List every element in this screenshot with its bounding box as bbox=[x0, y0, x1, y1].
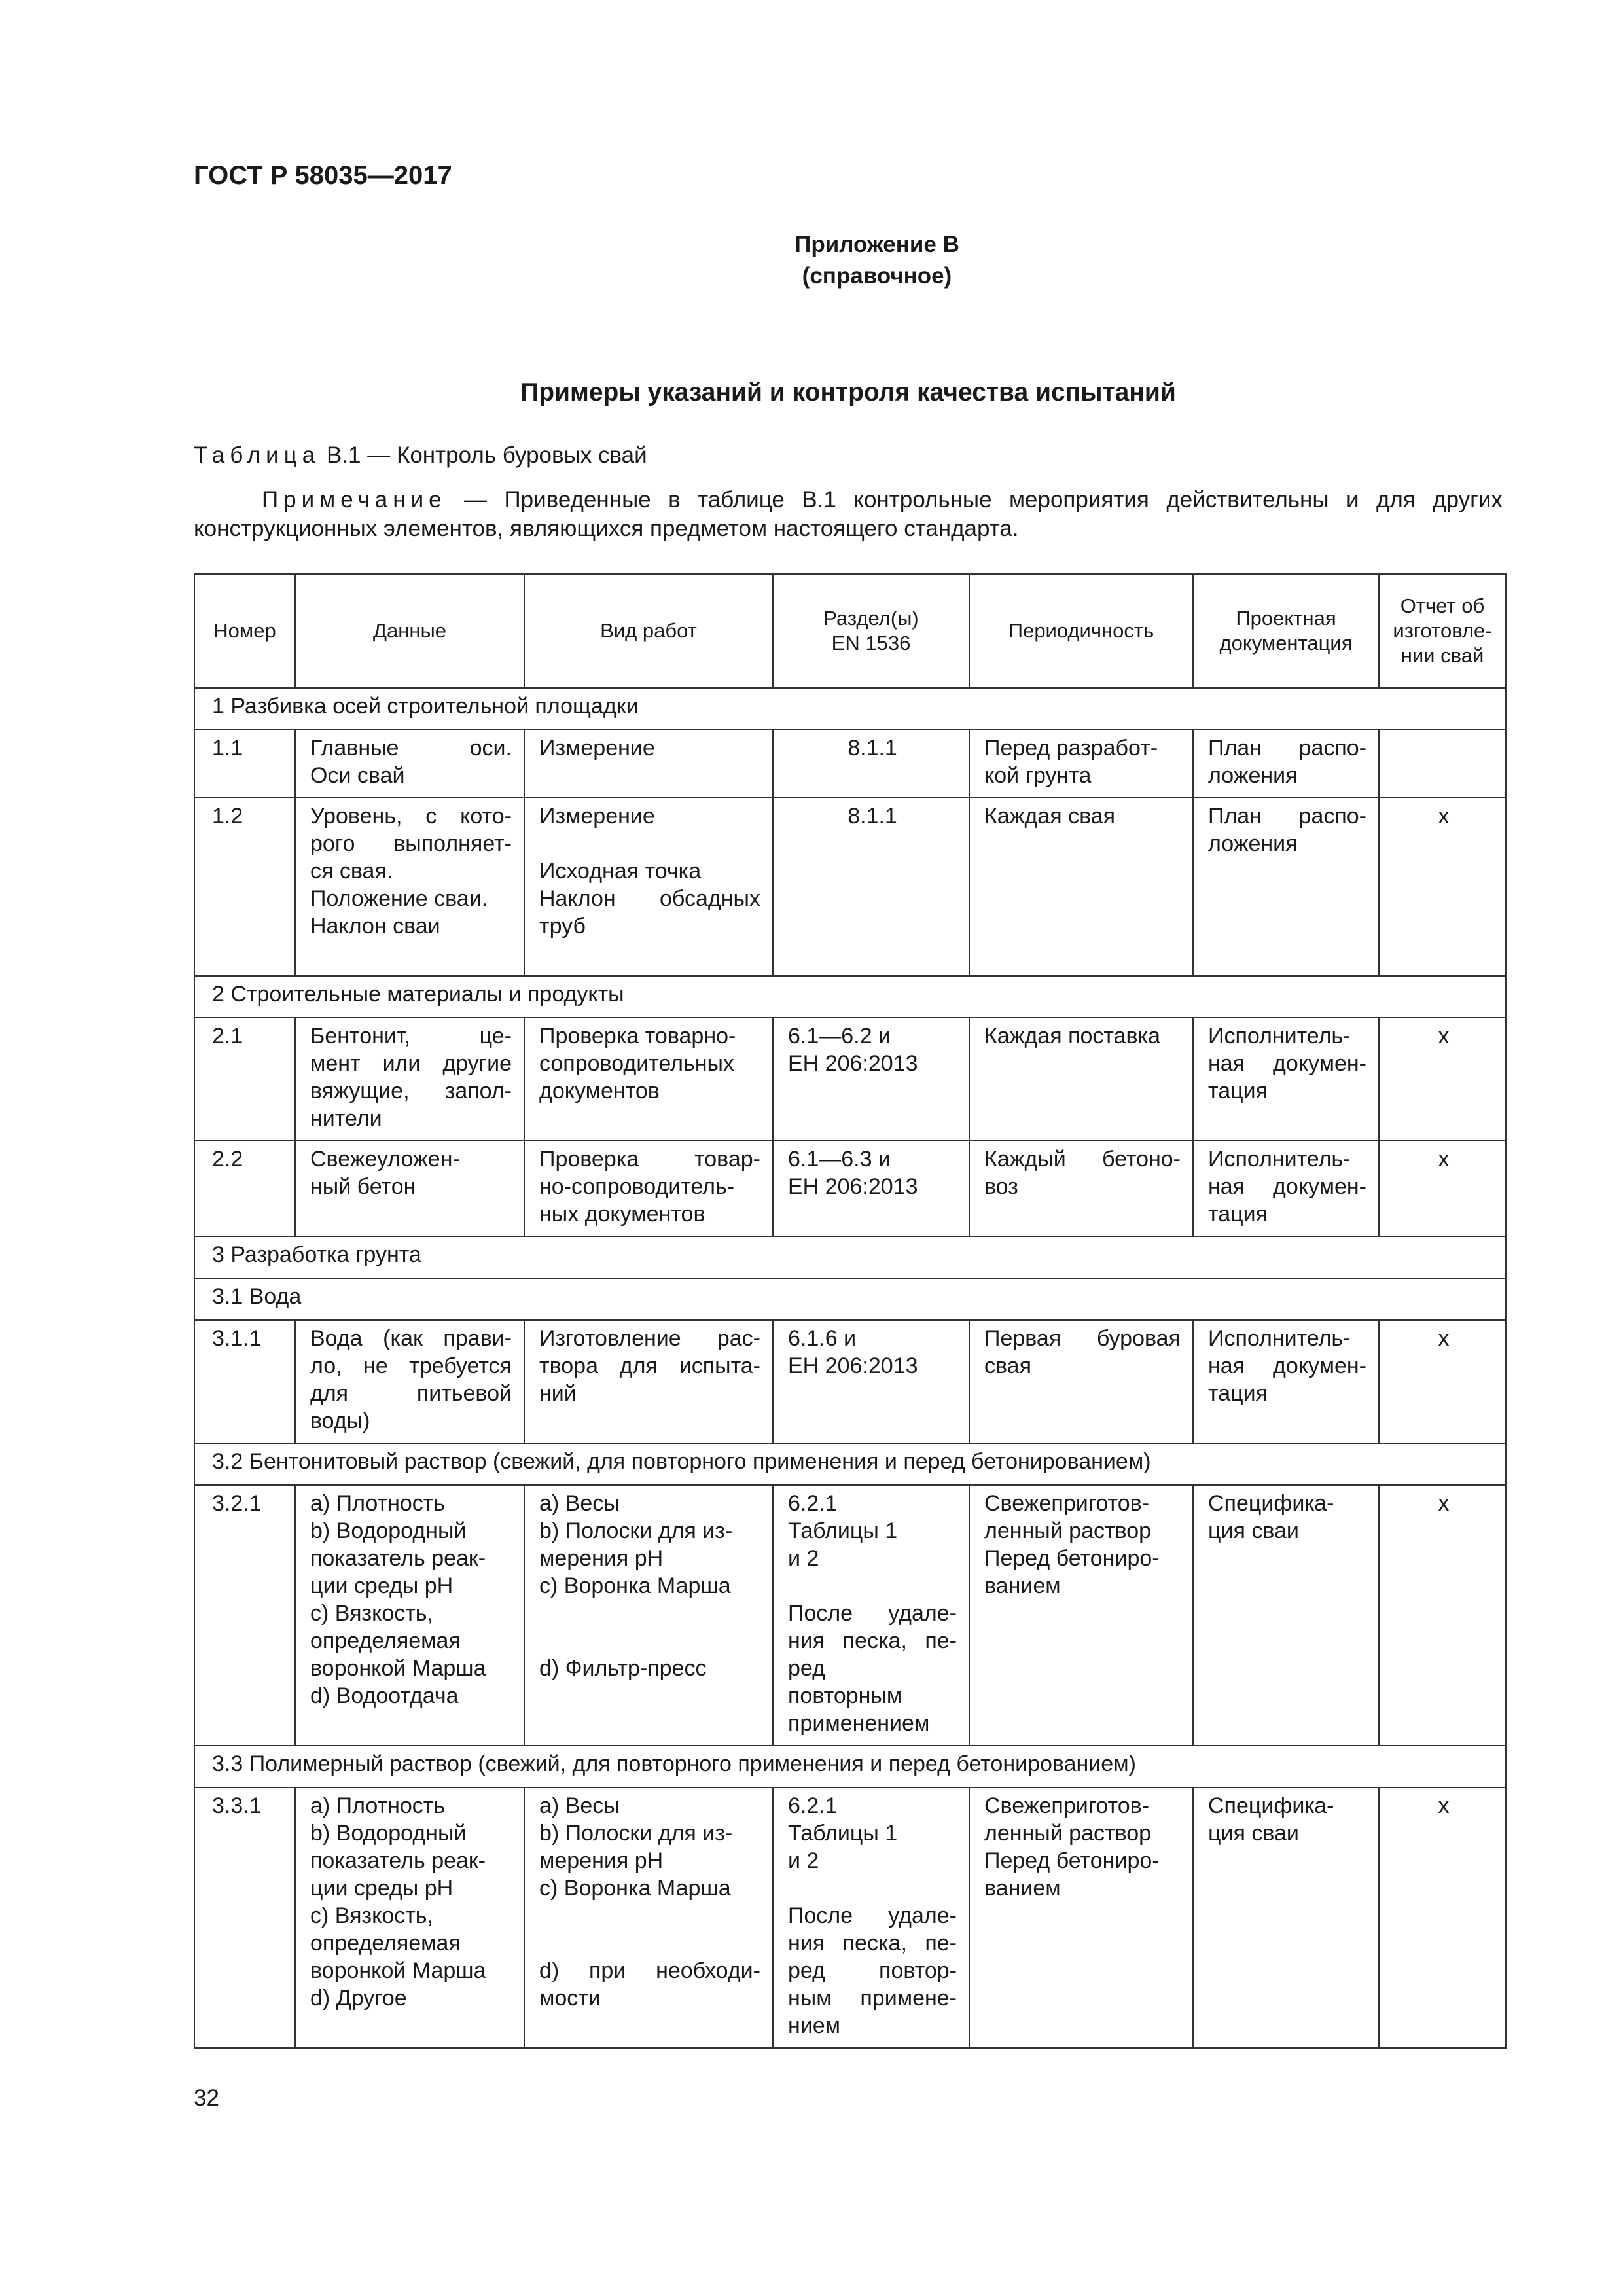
cell-data bbox=[295, 1018, 524, 1141]
cell-period bbox=[969, 1320, 1193, 1443]
cell-line: рого выполняет- bbox=[310, 831, 512, 856]
cell-line: Положение сваи. bbox=[310, 886, 488, 911]
cell-line: воронкой Марша bbox=[310, 1958, 486, 1983]
header-report-3: нии свай bbox=[1400, 644, 1484, 667]
cell-line: Измерение bbox=[539, 804, 655, 829]
section-title: Примеры указаний и контроля качества испытаний bbox=[520, 378, 1176, 406]
cell-design bbox=[1193, 798, 1379, 976]
cell-line: План распо- bbox=[1208, 804, 1366, 829]
cell-line: но-сопроводитель- bbox=[539, 1174, 735, 1199]
cell-line: Спецификa- bbox=[1208, 1491, 1334, 1516]
cell-line: ред повтор- bbox=[788, 1958, 957, 1983]
cell-report: x bbox=[1379, 1320, 1506, 1443]
cell-section: 8.1.1 bbox=[773, 730, 969, 798]
cell-line: ция сваи bbox=[1208, 1518, 1299, 1543]
cell-line: c) Воронка Марша bbox=[539, 1876, 731, 1901]
cell-line: План распо- bbox=[1208, 736, 1366, 761]
cell-line: b) Полоски для из- bbox=[539, 1518, 733, 1543]
cell-line: Уровень, с кото- bbox=[310, 804, 512, 829]
section-label-3: 3 Разработка грунта bbox=[194, 1236, 1506, 1278]
cell-number: 3.2.1 bbox=[194, 1485, 295, 1746]
cell-line: документов bbox=[539, 1079, 660, 1103]
cell-data bbox=[295, 730, 524, 798]
cell-line: Первая буровая bbox=[984, 1326, 1181, 1351]
cell-line: мости bbox=[539, 1986, 601, 2011]
cell-line: Проверка товар- bbox=[539, 1147, 760, 1172]
table-caption-text: В.1 — Контроль буровых свай bbox=[320, 442, 647, 468]
cell-line: Перед бетониро- bbox=[984, 1546, 1160, 1571]
cell-design bbox=[1193, 730, 1379, 798]
cell-line: вяжущие, запол- bbox=[310, 1079, 512, 1103]
header-section-2: EN 1536 bbox=[831, 632, 911, 655]
cell-line: d) Фильтр-пресс bbox=[539, 1656, 707, 1681]
header-section bbox=[773, 574, 969, 688]
cell-work bbox=[524, 1141, 773, 1236]
table-row-2-1 bbox=[194, 1018, 1506, 1141]
cell-line: ния песка, пе- bbox=[788, 1628, 957, 1653]
cell-line: a) Плотность bbox=[310, 1793, 446, 1818]
cell-line: ся свая. bbox=[310, 859, 393, 884]
cell-line: ным примене- bbox=[788, 1986, 957, 2011]
cell-spacer bbox=[539, 1929, 760, 1957]
cell-line: d) Водоотдача bbox=[310, 1683, 459, 1708]
cell-work bbox=[524, 1018, 773, 1141]
cell-line: применением bbox=[788, 1711, 930, 1736]
header-report-1: Отчет об bbox=[1400, 594, 1485, 617]
cell-report: x bbox=[1379, 1485, 1506, 1746]
cell-work bbox=[524, 798, 773, 976]
cell-line: Перед разработ- bbox=[984, 736, 1158, 761]
cell-design bbox=[1193, 1018, 1379, 1141]
cell-section bbox=[773, 1787, 969, 2048]
cell-work bbox=[524, 1485, 773, 1746]
subsection-label-3-1: 3.1 Вода bbox=[194, 1278, 1506, 1320]
cell-period: Каждая поставка bbox=[969, 1018, 1193, 1141]
header-work: Вид работ bbox=[524, 574, 773, 688]
cell-line: ЕН 206:2013 bbox=[788, 1051, 918, 1076]
section-row-1 bbox=[194, 688, 1506, 730]
cell-line: свая bbox=[984, 1354, 1032, 1378]
cell-line: труб bbox=[539, 914, 586, 939]
cell-report: x bbox=[1379, 1787, 1506, 2048]
cell-line: Исполнитель- bbox=[1208, 1326, 1351, 1351]
table-header-row bbox=[194, 574, 1506, 688]
note-text-1: — Приведенные в таблице В.1 контрольные мероприятия действительны и для других bbox=[446, 487, 1503, 512]
section-label-1: 1 Разбивка осей строительной площадки bbox=[194, 688, 1506, 730]
cell-line: Свежеприготов- bbox=[984, 1491, 1150, 1516]
cell-line: Каждый бетоно- bbox=[984, 1147, 1181, 1172]
document-code: ГОСТ Р 58035—2017 bbox=[194, 161, 452, 190]
cell-line: кой грунта bbox=[984, 763, 1092, 788]
table-row-3-2-1 bbox=[194, 1485, 1506, 1746]
cell-number: 1.1 bbox=[194, 730, 295, 798]
cell-line: ленный раствор bbox=[984, 1518, 1152, 1543]
cell-line: мерения pH bbox=[539, 1546, 664, 1571]
cell-section bbox=[773, 1018, 969, 1141]
cell-section: 8.1.1 bbox=[773, 798, 969, 976]
cell-line: ложения bbox=[1208, 831, 1298, 856]
cell-line: мерения pH bbox=[539, 1848, 664, 1873]
cell-line: Главные оси. bbox=[310, 736, 512, 761]
cell-line: ных документов bbox=[539, 1202, 705, 1227]
cell-line: Оси свай bbox=[310, 763, 405, 788]
cell-period bbox=[969, 1787, 1193, 2048]
cell-line: и 2 bbox=[788, 1848, 819, 1873]
cell-line: Таблицы 1 bbox=[788, 1518, 898, 1543]
cell-line: b) Полоски для из- bbox=[539, 1821, 733, 1846]
subsection-label-3-3: 3.3 Полимерный раствор (свежий, для повторного применения и перед бетонированием) bbox=[194, 1746, 1506, 1787]
header-design-1: Проектная bbox=[1236, 607, 1336, 630]
cell-line: нием bbox=[788, 2013, 841, 2038]
cell-line: d) Другое bbox=[310, 1986, 407, 2011]
section-row-3 bbox=[194, 1236, 1506, 1278]
subsection-label-3-2: 3.2 Бентонитовый раствор (свежий, для повторного применения и перед бетонированием) bbox=[194, 1443, 1506, 1485]
cell-line: b) Водородный bbox=[310, 1518, 467, 1543]
cell-spacer bbox=[539, 1627, 760, 1655]
cell-period: Каждая свая bbox=[969, 798, 1193, 976]
cell-line: Спецификa- bbox=[1208, 1793, 1334, 1818]
cell-line: a) Плотность bbox=[310, 1491, 446, 1516]
note-label: Примечание bbox=[262, 487, 447, 512]
cell-design bbox=[1193, 1485, 1379, 1746]
header-report bbox=[1379, 574, 1506, 688]
cell-line: 6.1—6.3 и bbox=[788, 1147, 891, 1172]
cell-line: ции среды pH bbox=[310, 1876, 454, 1901]
cell-line: тация bbox=[1208, 1079, 1268, 1103]
cell-line: Наклон сваи bbox=[310, 914, 440, 939]
cell-line: 6.2.1 bbox=[788, 1793, 838, 1818]
cell-line: a) Весы bbox=[539, 1491, 620, 1516]
cell-data bbox=[295, 798, 524, 976]
cell-spacer bbox=[788, 1874, 957, 1902]
cell-line: ция сваи bbox=[1208, 1821, 1299, 1846]
table-caption-label: Таблица bbox=[194, 442, 321, 468]
cell-work bbox=[524, 1320, 773, 1443]
cell-report bbox=[1379, 730, 1506, 798]
subsection-row-3-2 bbox=[194, 1443, 1506, 1485]
cell-line: Свежеприготов- bbox=[984, 1793, 1150, 1818]
cell-number: 3.3.1 bbox=[194, 1787, 295, 2048]
cell-line: Наклон обсадных bbox=[539, 886, 760, 911]
cell-line: Вода (как прави- bbox=[310, 1326, 512, 1351]
table-row-3-1-1 bbox=[194, 1320, 1506, 1443]
cell-data bbox=[295, 1485, 524, 1746]
cell-line: определяемая bbox=[310, 1628, 461, 1653]
cell-number: 3.1.1 bbox=[194, 1320, 295, 1443]
page-number: 32 bbox=[194, 2085, 219, 2111]
cell-line: для питьевой bbox=[310, 1381, 512, 1406]
cell-line: Исходная точка bbox=[539, 859, 702, 884]
annex-kind: (справочное) bbox=[802, 263, 952, 289]
cell-line: c) Воронка Марша bbox=[539, 1573, 731, 1598]
cell-work: Измерение bbox=[524, 730, 773, 798]
header-report-2: изготовле- bbox=[1393, 619, 1492, 642]
cell-section bbox=[773, 1141, 969, 1236]
section-row-2 bbox=[194, 976, 1506, 1018]
table-row-3-3-1 bbox=[194, 1787, 1506, 2048]
cell-line: Проверка товарно- bbox=[539, 1024, 736, 1049]
cell-period bbox=[969, 730, 1193, 798]
cell-line: ЕН 206:2013 bbox=[788, 1354, 918, 1378]
note-line-1 bbox=[194, 486, 1503, 514]
cell-line: ванием bbox=[984, 1876, 1061, 1901]
cell-line: a) Весы bbox=[539, 1793, 620, 1818]
cell-line: твора для испыта- bbox=[539, 1354, 760, 1378]
cell-section bbox=[773, 1320, 969, 1443]
header-number: Номер bbox=[194, 574, 295, 688]
cell-design bbox=[1193, 1141, 1379, 1236]
cell-number: 2.2 bbox=[194, 1141, 295, 1236]
cell-line: и 2 bbox=[788, 1546, 819, 1571]
cell-work bbox=[524, 1787, 773, 2048]
cell-line: После удале- bbox=[788, 1601, 957, 1626]
cell-report: x bbox=[1379, 1018, 1506, 1141]
cell-line: определяемая bbox=[310, 1931, 461, 1956]
cell-line: c) Вязкость, bbox=[310, 1601, 433, 1626]
cell-line: b) Водородный bbox=[310, 1821, 467, 1846]
cell-line: показатель реак- bbox=[310, 1848, 486, 1873]
cell-line: Перед бетониро- bbox=[984, 1848, 1160, 1873]
cell-line: ванием bbox=[984, 1573, 1061, 1598]
table-row-1-2 bbox=[194, 798, 1506, 976]
subsection-row-3-3 bbox=[194, 1746, 1506, 1787]
cell-line: c) Вязкость, bbox=[310, 1903, 433, 1928]
cell-line: ленный раствор bbox=[984, 1821, 1152, 1846]
cell-spacer bbox=[539, 830, 760, 857]
cell-spacer bbox=[539, 1902, 760, 1929]
table-row-1-1 bbox=[194, 730, 1506, 798]
header-period: Периодичность bbox=[969, 574, 1193, 688]
cell-line: ния песка, пе- bbox=[788, 1931, 957, 1956]
cell-line: воз bbox=[984, 1174, 1018, 1199]
cell-line: нители bbox=[310, 1106, 382, 1131]
cell-number: 2.1 bbox=[194, 1018, 295, 1141]
cell-line: 6.1.6 и bbox=[788, 1326, 857, 1351]
cell-line: ло, не требуется bbox=[310, 1354, 512, 1378]
table-note bbox=[194, 486, 1503, 543]
header-section-1: Раздел(ы) bbox=[823, 607, 919, 630]
cell-line: Исполнитель- bbox=[1208, 1024, 1351, 1049]
cell-line: тация bbox=[1208, 1202, 1268, 1227]
cell-line: 6.2.1 bbox=[788, 1491, 838, 1516]
cell-line: сопроводительных bbox=[539, 1051, 734, 1076]
cell-number: 1.2 bbox=[194, 798, 295, 976]
cell-line: ный бетон bbox=[310, 1174, 416, 1199]
cell-spacer bbox=[539, 1600, 760, 1627]
cell-line: Изготовление рас- bbox=[539, 1326, 760, 1351]
cell-data bbox=[295, 1787, 524, 2048]
cell-line: ная докумен- bbox=[1208, 1174, 1366, 1199]
cell-line: ЕН 206:2013 bbox=[788, 1174, 918, 1199]
cell-line: Бентонит, це- bbox=[310, 1024, 512, 1049]
cell-period bbox=[969, 1485, 1193, 1746]
cell-line: 6.1—6.2 и bbox=[788, 1024, 891, 1049]
cell-spacer bbox=[788, 1572, 957, 1600]
cell-data bbox=[295, 1141, 524, 1236]
annex-title: Приложение В bbox=[794, 232, 959, 257]
cell-line: Свежеуложен- bbox=[310, 1147, 460, 1172]
cell-line: ред bbox=[788, 1656, 825, 1681]
cell-data bbox=[295, 1320, 524, 1443]
table-caption bbox=[194, 442, 647, 469]
header-design-2: документация bbox=[1219, 632, 1353, 655]
cell-line: d) при необходи- bbox=[539, 1958, 760, 1983]
cell-line: Исполнитель- bbox=[1208, 1147, 1351, 1172]
table-row-2-2 bbox=[194, 1141, 1506, 1236]
cell-line: повторным bbox=[788, 1683, 902, 1708]
cell-line: ная докумен- bbox=[1208, 1354, 1366, 1378]
cell-line: После удале- bbox=[788, 1903, 957, 1928]
cell-line: ная докумен- bbox=[1208, 1051, 1366, 1076]
pile-control-table bbox=[194, 573, 1507, 2049]
cell-section bbox=[773, 1485, 969, 1746]
subsection-row-3-1 bbox=[194, 1278, 1506, 1320]
cell-line: ции среды pH bbox=[310, 1573, 454, 1598]
cell-line: показатель реак- bbox=[310, 1546, 486, 1571]
cell-line: Таблицы 1 bbox=[788, 1821, 898, 1846]
cell-line: мент или другие bbox=[310, 1051, 512, 1076]
header-design bbox=[1193, 574, 1379, 688]
cell-report: x bbox=[1379, 798, 1506, 976]
section-label-2: 2 Строительные материалы и продукты bbox=[194, 976, 1506, 1018]
cell-period bbox=[969, 1141, 1193, 1236]
cell-line: ний bbox=[539, 1381, 577, 1406]
cell-line: тация bbox=[1208, 1381, 1268, 1406]
cell-line: воронкой Марша bbox=[310, 1656, 486, 1681]
cell-design bbox=[1193, 1320, 1379, 1443]
cell-line: воды) bbox=[310, 1408, 370, 1433]
cell-line: ложения bbox=[1208, 763, 1298, 788]
cell-design bbox=[1193, 1787, 1379, 2048]
cell-report: x bbox=[1379, 1141, 1506, 1236]
note-line-2: конструкционных элементов, являющихся предметом настоящего стандарта. bbox=[194, 516, 1019, 541]
header-data: Данные bbox=[295, 574, 524, 688]
